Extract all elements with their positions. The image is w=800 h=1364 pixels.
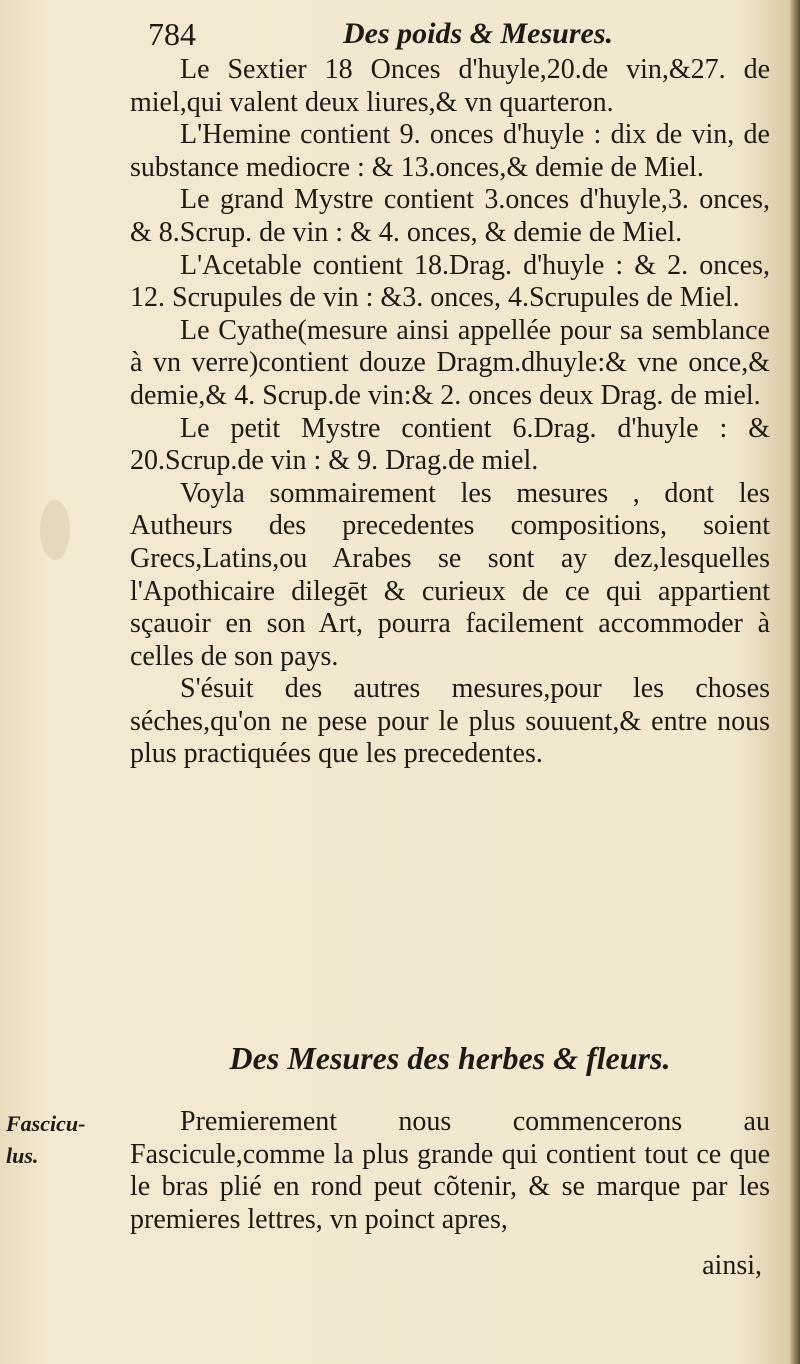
paragraph-sensuit: S'ésuit des autres mesures,pour les choses séches,qu'on ne pese pour le plus souuent,& entre nous plus practiquées que les precedentes.	[130, 673, 770, 770]
main-text	[130, 54, 770, 771]
page-header	[148, 14, 768, 54]
page-number: 784	[148, 16, 196, 52]
paragraph-sextier: Le Sextier 18 Onces d'huyle,20.de vin,&27. de miel,qui valent deux liures,& vn quarteron.	[130, 54, 770, 118]
section-text	[130, 1106, 770, 1236]
paragraph-petit-mystre: Le petit Mystre contient 6.Drag. d'huyle : & 20.Scrup.de vin : & 9. Drag.de miel.	[130, 412, 770, 477]
paragraph-acetable: L'Acetable contient 18.Drag. d'huyle : & 2. onces, 12. Scrupules de vin : &3. onces, 4.Scrupules de Miel.	[130, 249, 770, 314]
paper-stain	[40, 500, 70, 560]
paragraph-voyla: Voyla sommairement les mesures , dont les Autheurs des precedentes compositions, soient Grecs,Latins,ou Arabes se sont ay dez,lesquelles l'Apothicaire dilegēt & curieux de ce qui appartient sçauoir en son Art, pourra facilement accommoder à celles de son pays.	[130, 477, 770, 672]
paragraph-hemine: L'Hemine contient 9. onces d'huyle : dix de vin, de substance mediocre : & 13.onces,& demie de Miel.	[130, 119, 770, 183]
running-head: Des poids & Mesures.	[343, 17, 614, 50]
page-edge	[790, 0, 800, 1364]
paragraph-premierement: Premierement nous commencerons au Fascicule,comme la plus grande qui contient tout ce que le bras plié en rond peut cõtenir, & se marque par les premieres lettres, vn poinct apres,	[130, 1106, 770, 1235]
paragraph-grand-mystre: Le grand Mystre contient 3.onces d'huyle,3. onces, & 8.Scrup. de vin : & 4. onces, & demie de Miel.	[130, 184, 770, 248]
margin-note: Fascicu-lus.	[6, 1111, 86, 1168]
section-title: Des Mesures des herbes & fleurs.	[229, 1040, 671, 1076]
catchword: ainsi,	[702, 1250, 762, 1281]
paragraph-cyathe: Le Cyathe(mesure ainsi appellée pour sa semblance à vn verre)contient douze Dragm.dhuyle:& vne once,& demie,& 4. Scrup.de vin:& 2. onces deux Drag. de miel.	[130, 314, 770, 411]
